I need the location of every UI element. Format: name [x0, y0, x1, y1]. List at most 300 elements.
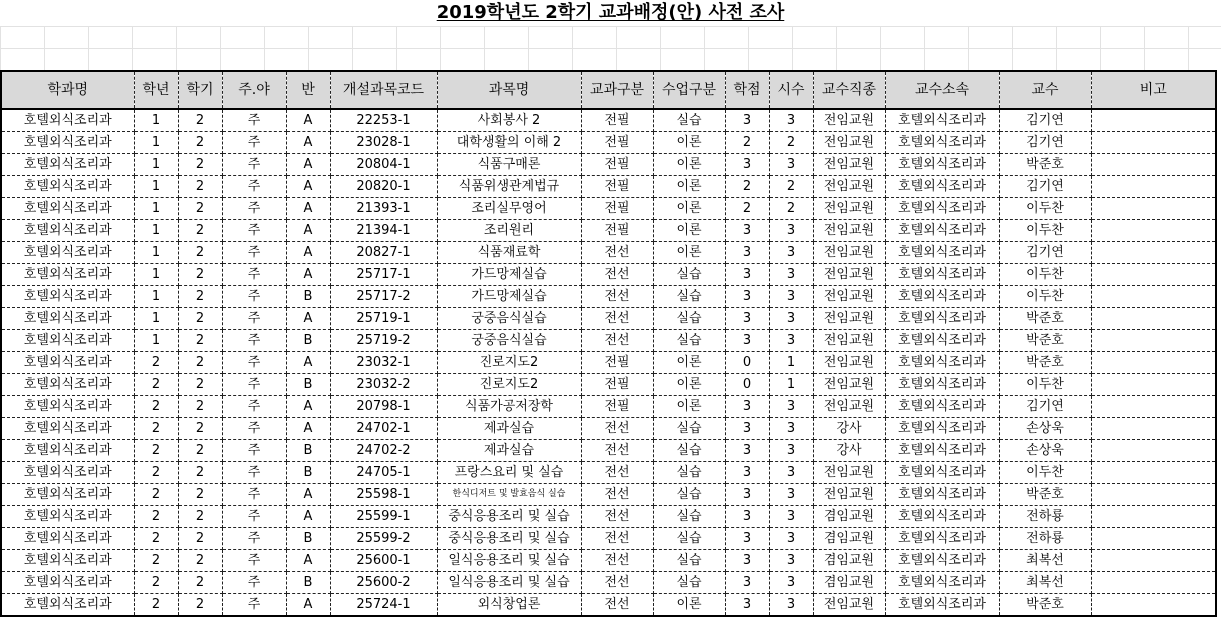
cell-class-type[interactable]: 실습: [653, 572, 725, 594]
cell-class-type[interactable]: 이론: [653, 594, 725, 617]
cell-category[interactable]: 전선: [581, 308, 653, 330]
cell-hours[interactable]: 3: [769, 242, 813, 264]
cell-semester[interactable]: 2: [178, 506, 222, 528]
cell-course-name[interactable]: 제과실습: [437, 440, 581, 462]
cell-class-type[interactable]: 실습: [653, 330, 725, 352]
cell-hours[interactable]: 3: [769, 462, 813, 484]
cell-prof-type[interactable]: 전임교원: [813, 198, 885, 220]
header-class[interactable]: 반: [286, 71, 330, 109]
cell-prof-dept[interactable]: 호텔외식조리과: [885, 220, 999, 242]
cell-hours[interactable]: 1: [769, 374, 813, 396]
cell-course-code[interactable]: 22253-1: [330, 109, 437, 132]
cell-hours[interactable]: 3: [769, 594, 813, 617]
cell-category[interactable]: 전선: [581, 440, 653, 462]
cell-semester[interactable]: 2: [178, 109, 222, 132]
cell-category[interactable]: 전필: [581, 374, 653, 396]
cell-grade[interactable]: 2: [134, 550, 178, 572]
cell-notes[interactable]: [1091, 484, 1216, 506]
cell-class[interactable]: B: [286, 330, 330, 352]
cell-semester[interactable]: 2: [178, 352, 222, 374]
cell-course-code[interactable]: 23032-2: [330, 374, 437, 396]
cell-credits[interactable]: 3: [725, 440, 769, 462]
cell-day-night[interactable]: 주: [222, 440, 286, 462]
cell-semester[interactable]: 2: [178, 176, 222, 198]
cell-professor[interactable]: 김기연: [999, 132, 1091, 154]
cell-course-name[interactable]: 중식응용조리 및 실습: [437, 506, 581, 528]
cell-course-name[interactable]: 식품위생관계법규: [437, 176, 581, 198]
cell-professor[interactable]: 김기연: [999, 242, 1091, 264]
cell-course-code[interactable]: 24702-1: [330, 418, 437, 440]
cell-hours[interactable]: 3: [769, 418, 813, 440]
cell-day-night[interactable]: 주: [222, 330, 286, 352]
header-semester[interactable]: 학기: [178, 71, 222, 109]
cell-course-code[interactable]: 25599-2: [330, 528, 437, 550]
cell-course-code[interactable]: 21394-1: [330, 220, 437, 242]
cell-semester[interactable]: 2: [178, 286, 222, 308]
cell-grade[interactable]: 1: [134, 264, 178, 286]
cell-credits[interactable]: 3: [725, 264, 769, 286]
cell-course-code[interactable]: 25600-1: [330, 550, 437, 572]
cell-course-name[interactable]: 가드망제실습: [437, 286, 581, 308]
cell-prof-type[interactable]: 전임교원: [813, 352, 885, 374]
cell-class[interactable]: A: [286, 484, 330, 506]
cell-prof-type[interactable]: 겸임교원: [813, 528, 885, 550]
cell-notes[interactable]: [1091, 242, 1216, 264]
cell-semester[interactable]: 2: [178, 396, 222, 418]
cell-course-code[interactable]: 25719-1: [330, 308, 437, 330]
cell-credits[interactable]: 3: [725, 506, 769, 528]
cell-semester[interactable]: 2: [178, 198, 222, 220]
cell-course-code[interactable]: 20827-1: [330, 242, 437, 264]
cell-grade[interactable]: 1: [134, 286, 178, 308]
cell-course-name[interactable]: 궁중음식실습: [437, 308, 581, 330]
cell-category[interactable]: 전필: [581, 154, 653, 176]
cell-course-name[interactable]: 사회봉사 2: [437, 109, 581, 132]
cell-day-night[interactable]: 주: [222, 132, 286, 154]
cell-category[interactable]: 전선: [581, 572, 653, 594]
cell-grade[interactable]: 2: [134, 374, 178, 396]
header-professor[interactable]: 교수: [999, 71, 1091, 109]
cell-class-type[interactable]: 이론: [653, 176, 725, 198]
cell-professor[interactable]: 박준호: [999, 594, 1091, 617]
cell-class[interactable]: A: [286, 220, 330, 242]
cell-course-code[interactable]: 21393-1: [330, 198, 437, 220]
cell-prof-dept[interactable]: 호텔외식조리과: [885, 109, 999, 132]
cell-hours[interactable]: 2: [769, 198, 813, 220]
cell-grade[interactable]: 1: [134, 330, 178, 352]
cell-notes[interactable]: [1091, 462, 1216, 484]
cell-credits[interactable]: 3: [725, 484, 769, 506]
cell-notes[interactable]: [1091, 572, 1216, 594]
cell-credits[interactable]: 3: [725, 528, 769, 550]
cell-grade[interactable]: 1: [134, 308, 178, 330]
cell-prof-type[interactable]: 전임교원: [813, 176, 885, 198]
cell-class[interactable]: B: [286, 286, 330, 308]
header-notes[interactable]: 비고: [1091, 71, 1216, 109]
cell-prof-type[interactable]: 전임교원: [813, 330, 885, 352]
cell-prof-dept[interactable]: 호텔외식조리과: [885, 484, 999, 506]
header-dept[interactable]: 학과명: [1, 71, 134, 109]
cell-professor[interactable]: 이두찬: [999, 264, 1091, 286]
cell-class[interactable]: A: [286, 550, 330, 572]
cell-semester[interactable]: 2: [178, 484, 222, 506]
cell-professor[interactable]: 손상욱: [999, 440, 1091, 462]
cell-category[interactable]: 전선: [581, 506, 653, 528]
cell-dept[interactable]: 호텔외식조리과: [1, 132, 134, 154]
cell-credits[interactable]: 3: [725, 308, 769, 330]
cell-notes[interactable]: [1091, 396, 1216, 418]
cell-notes[interactable]: [1091, 109, 1216, 132]
cell-grade[interactable]: 1: [134, 109, 178, 132]
cell-professor[interactable]: 이두찬: [999, 220, 1091, 242]
cell-day-night[interactable]: 주: [222, 109, 286, 132]
cell-credits[interactable]: 3: [725, 220, 769, 242]
cell-credits[interactable]: 3: [725, 242, 769, 264]
cell-prof-type[interactable]: 전임교원: [813, 396, 885, 418]
cell-prof-dept[interactable]: 호텔외식조리과: [885, 506, 999, 528]
cell-semester[interactable]: 2: [178, 308, 222, 330]
cell-prof-dept[interactable]: 호텔외식조리과: [885, 396, 999, 418]
cell-class-type[interactable]: 실습: [653, 308, 725, 330]
cell-class[interactable]: A: [286, 418, 330, 440]
cell-hours[interactable]: 3: [769, 484, 813, 506]
cell-category[interactable]: 전필: [581, 352, 653, 374]
cell-day-night[interactable]: 주: [222, 418, 286, 440]
cell-grade[interactable]: 2: [134, 506, 178, 528]
cell-course-name[interactable]: 대학생활의 이해 2: [437, 132, 581, 154]
cell-grade[interactable]: 2: [134, 528, 178, 550]
cell-category[interactable]: 전필: [581, 198, 653, 220]
cell-class-type[interactable]: 실습: [653, 506, 725, 528]
cell-credits[interactable]: 3: [725, 462, 769, 484]
cell-hours[interactable]: 3: [769, 330, 813, 352]
cell-class[interactable]: A: [286, 154, 330, 176]
cell-course-name[interactable]: 일식응용조리 및 실습: [437, 550, 581, 572]
cell-dept[interactable]: 호텔외식조리과: [1, 264, 134, 286]
cell-course-code[interactable]: 25717-1: [330, 264, 437, 286]
cell-day-night[interactable]: 주: [222, 154, 286, 176]
header-prof-type[interactable]: 교수직종: [813, 71, 885, 109]
cell-credits[interactable]: 2: [725, 132, 769, 154]
cell-course-name[interactable]: 식품구매론: [437, 154, 581, 176]
cell-day-night[interactable]: 주: [222, 374, 286, 396]
cell-prof-type[interactable]: 겸임교원: [813, 572, 885, 594]
cell-day-night[interactable]: 주: [222, 506, 286, 528]
cell-semester[interactable]: 2: [178, 264, 222, 286]
cell-course-name[interactable]: 진로지도2: [437, 352, 581, 374]
cell-prof-dept[interactable]: 호텔외식조리과: [885, 330, 999, 352]
cell-professor[interactable]: 손상욱: [999, 418, 1091, 440]
cell-hours[interactable]: 2: [769, 132, 813, 154]
cell-prof-type[interactable]: 전임교원: [813, 462, 885, 484]
cell-professor[interactable]: 박준호: [999, 352, 1091, 374]
cell-course-code[interactable]: 25724-1: [330, 594, 437, 617]
header-hours[interactable]: 시수: [769, 71, 813, 109]
cell-notes[interactable]: [1091, 308, 1216, 330]
cell-course-code[interactable]: 20804-1: [330, 154, 437, 176]
cell-credits[interactable]: 3: [725, 572, 769, 594]
cell-professor[interactable]: 김기연: [999, 176, 1091, 198]
cell-course-name[interactable]: 궁중음식실습: [437, 330, 581, 352]
cell-prof-dept[interactable]: 호텔외식조리과: [885, 154, 999, 176]
cell-course-code[interactable]: 23028-1: [330, 132, 437, 154]
cell-day-night[interactable]: 주: [222, 220, 286, 242]
cell-category[interactable]: 전선: [581, 594, 653, 617]
cell-semester[interactable]: 2: [178, 242, 222, 264]
cell-category[interactable]: 전선: [581, 528, 653, 550]
cell-professor[interactable]: 이두찬: [999, 374, 1091, 396]
cell-prof-type[interactable]: 겸임교원: [813, 506, 885, 528]
cell-category[interactable]: 전필: [581, 396, 653, 418]
cell-hours[interactable]: 3: [769, 396, 813, 418]
cell-prof-type[interactable]: 전임교원: [813, 154, 885, 176]
cell-notes[interactable]: [1091, 154, 1216, 176]
cell-class[interactable]: B: [286, 528, 330, 550]
cell-dept[interactable]: 호텔외식조리과: [1, 286, 134, 308]
cell-class-type[interactable]: 실습: [653, 462, 725, 484]
cell-notes[interactable]: [1091, 418, 1216, 440]
cell-prof-type[interactable]: 전임교원: [813, 220, 885, 242]
cell-hours[interactable]: 3: [769, 220, 813, 242]
cell-course-code[interactable]: 25719-2: [330, 330, 437, 352]
cell-prof-type[interactable]: 전임교원: [813, 264, 885, 286]
sheet-title[interactable]: 2019학년도 2학기 교과배정(안) 사전 조사: [436, 2, 785, 23]
cell-category[interactable]: 전선: [581, 286, 653, 308]
cell-class[interactable]: A: [286, 132, 330, 154]
cell-course-name[interactable]: 한식디저트 및 발효음식 실습: [437, 484, 581, 506]
cell-day-night[interactable]: 주: [222, 594, 286, 617]
cell-course-name[interactable]: 조리실무영어: [437, 198, 581, 220]
cell-category[interactable]: 전필: [581, 109, 653, 132]
cell-class-type[interactable]: 실습: [653, 440, 725, 462]
cell-class[interactable]: A: [286, 396, 330, 418]
cell-dept[interactable]: 호텔외식조리과: [1, 330, 134, 352]
cell-grade[interactable]: 1: [134, 132, 178, 154]
cell-grade[interactable]: 2: [134, 484, 178, 506]
cell-course-name[interactable]: 조리원리: [437, 220, 581, 242]
cell-class-type[interactable]: 실습: [653, 264, 725, 286]
cell-grade[interactable]: 1: [134, 220, 178, 242]
cell-notes[interactable]: [1091, 330, 1216, 352]
cell-dept[interactable]: 호텔외식조리과: [1, 506, 134, 528]
cell-grade[interactable]: 1: [134, 176, 178, 198]
header-class-type[interactable]: 수업구분: [653, 71, 725, 109]
cell-grade[interactable]: 1: [134, 198, 178, 220]
cell-semester[interactable]: 2: [178, 220, 222, 242]
cell-day-night[interactable]: 주: [222, 176, 286, 198]
cell-semester[interactable]: 2: [178, 594, 222, 617]
cell-class-type[interactable]: 실습: [653, 550, 725, 572]
cell-notes[interactable]: [1091, 264, 1216, 286]
cell-course-name[interactable]: 식품가공저장학: [437, 396, 581, 418]
cell-semester[interactable]: 2: [178, 440, 222, 462]
cell-credits[interactable]: 3: [725, 418, 769, 440]
cell-professor[interactable]: 김기연: [999, 109, 1091, 132]
cell-dept[interactable]: 호텔외식조리과: [1, 484, 134, 506]
cell-course-code[interactable]: 24702-2: [330, 440, 437, 462]
cell-course-name[interactable]: 가드망제실습: [437, 264, 581, 286]
cell-credits[interactable]: 3: [725, 154, 769, 176]
cell-prof-type[interactable]: 전임교원: [813, 109, 885, 132]
cell-prof-dept[interactable]: 호텔외식조리과: [885, 176, 999, 198]
cell-course-name[interactable]: 외식창업론: [437, 594, 581, 617]
cell-dept[interactable]: 호텔외식조리과: [1, 396, 134, 418]
cell-dept[interactable]: 호텔외식조리과: [1, 418, 134, 440]
cell-course-name[interactable]: 식품재료학: [437, 242, 581, 264]
cell-prof-type[interactable]: 전임교원: [813, 132, 885, 154]
cell-semester[interactable]: 2: [178, 528, 222, 550]
cell-class[interactable]: A: [286, 242, 330, 264]
cell-professor[interactable]: 전하룡: [999, 528, 1091, 550]
cell-class-type[interactable]: 이론: [653, 132, 725, 154]
cell-grade[interactable]: 2: [134, 418, 178, 440]
cell-semester[interactable]: 2: [178, 462, 222, 484]
cell-day-night[interactable]: 주: [222, 462, 286, 484]
cell-course-name[interactable]: 중식응용조리 및 실습: [437, 528, 581, 550]
cell-hours[interactable]: 3: [769, 264, 813, 286]
cell-dept[interactable]: 호텔외식조리과: [1, 198, 134, 220]
cell-class-type[interactable]: 이론: [653, 374, 725, 396]
cell-prof-dept[interactable]: 호텔외식조리과: [885, 132, 999, 154]
cell-class[interactable]: B: [286, 462, 330, 484]
cell-prof-dept[interactable]: 호텔외식조리과: [885, 308, 999, 330]
cell-category[interactable]: 전필: [581, 176, 653, 198]
cell-class-type[interactable]: 이론: [653, 242, 725, 264]
cell-dept[interactable]: 호텔외식조리과: [1, 176, 134, 198]
cell-dept[interactable]: 호텔외식조리과: [1, 220, 134, 242]
cell-day-night[interactable]: 주: [222, 550, 286, 572]
cell-class-type[interactable]: 이론: [653, 396, 725, 418]
cell-notes[interactable]: [1091, 220, 1216, 242]
cell-prof-type[interactable]: 전임교원: [813, 484, 885, 506]
cell-class-type[interactable]: 이론: [653, 352, 725, 374]
cell-professor[interactable]: 이두찬: [999, 286, 1091, 308]
cell-course-name[interactable]: 제과실습: [437, 418, 581, 440]
cell-prof-dept[interactable]: 호텔외식조리과: [885, 264, 999, 286]
cell-class[interactable]: A: [286, 506, 330, 528]
cell-professor[interactable]: 박준호: [999, 484, 1091, 506]
cell-professor[interactable]: 박준호: [999, 330, 1091, 352]
cell-course-name[interactable]: 프랑스요리 및 실습: [437, 462, 581, 484]
header-course-name[interactable]: 과목명: [437, 71, 581, 109]
cell-notes[interactable]: [1091, 440, 1216, 462]
cell-prof-type[interactable]: 강사: [813, 440, 885, 462]
cell-dept[interactable]: 호텔외식조리과: [1, 572, 134, 594]
cell-credits[interactable]: 3: [725, 330, 769, 352]
cell-class-type[interactable]: 실습: [653, 109, 725, 132]
cell-class-type[interactable]: 이론: [653, 198, 725, 220]
cell-day-night[interactable]: 주: [222, 242, 286, 264]
cell-course-code[interactable]: 25598-1: [330, 484, 437, 506]
cell-prof-type[interactable]: 전임교원: [813, 242, 885, 264]
cell-prof-dept[interactable]: 호텔외식조리과: [885, 286, 999, 308]
cell-dept[interactable]: 호텔외식조리과: [1, 550, 134, 572]
cell-professor[interactable]: 최복선: [999, 572, 1091, 594]
cell-hours[interactable]: 3: [769, 550, 813, 572]
cell-credits[interactable]: 3: [725, 109, 769, 132]
cell-prof-dept[interactable]: 호텔외식조리과: [885, 440, 999, 462]
cell-prof-dept[interactable]: 호텔외식조리과: [885, 528, 999, 550]
cell-dept[interactable]: 호텔외식조리과: [1, 594, 134, 617]
cell-course-code[interactable]: 25600-2: [330, 572, 437, 594]
cell-dept[interactable]: 호텔외식조리과: [1, 308, 134, 330]
cell-class[interactable]: A: [286, 176, 330, 198]
cell-notes[interactable]: [1091, 594, 1216, 617]
cell-semester[interactable]: 2: [178, 572, 222, 594]
cell-prof-type[interactable]: 강사: [813, 418, 885, 440]
cell-class[interactable]: A: [286, 352, 330, 374]
cell-course-code[interactable]: 20820-1: [330, 176, 437, 198]
cell-hours[interactable]: 3: [769, 109, 813, 132]
cell-hours[interactable]: 3: [769, 308, 813, 330]
cell-credits[interactable]: 0: [725, 374, 769, 396]
cell-class-type[interactable]: 이론: [653, 220, 725, 242]
cell-prof-dept[interactable]: 호텔외식조리과: [885, 550, 999, 572]
cell-grade[interactable]: 2: [134, 440, 178, 462]
cell-semester[interactable]: 2: [178, 550, 222, 572]
cell-grade[interactable]: 2: [134, 462, 178, 484]
cell-class[interactable]: A: [286, 264, 330, 286]
cell-credits[interactable]: 2: [725, 198, 769, 220]
cell-class-type[interactable]: 실습: [653, 286, 725, 308]
cell-grade[interactable]: 2: [134, 352, 178, 374]
header-day-night[interactable]: 주.야: [222, 71, 286, 109]
cell-grade[interactable]: 1: [134, 154, 178, 176]
cell-dept[interactable]: 호텔외식조리과: [1, 352, 134, 374]
cell-dept[interactable]: 호텔외식조리과: [1, 528, 134, 550]
cell-credits[interactable]: 3: [725, 594, 769, 617]
cell-category[interactable]: 전필: [581, 132, 653, 154]
cell-day-night[interactable]: 주: [222, 396, 286, 418]
cell-hours[interactable]: 3: [769, 286, 813, 308]
cell-notes[interactable]: [1091, 506, 1216, 528]
cell-dept[interactable]: 호텔외식조리과: [1, 462, 134, 484]
cell-class[interactable]: A: [286, 308, 330, 330]
cell-prof-type[interactable]: 전임교원: [813, 308, 885, 330]
cell-credits[interactable]: 0: [725, 352, 769, 374]
cell-prof-type[interactable]: 전임교원: [813, 374, 885, 396]
cell-category[interactable]: 전선: [581, 484, 653, 506]
cell-class-type[interactable]: 이론: [653, 154, 725, 176]
cell-semester[interactable]: 2: [178, 374, 222, 396]
cell-notes[interactable]: [1091, 550, 1216, 572]
cell-day-night[interactable]: 주: [222, 528, 286, 550]
cell-professor[interactable]: 김기연: [999, 396, 1091, 418]
cell-notes[interactable]: [1091, 198, 1216, 220]
cell-course-code[interactable]: 25599-1: [330, 506, 437, 528]
cell-prof-type[interactable]: 전임교원: [813, 286, 885, 308]
cell-professor[interactable]: 이두찬: [999, 462, 1091, 484]
cell-prof-type[interactable]: 겸임교원: [813, 550, 885, 572]
cell-credits[interactable]: 3: [725, 396, 769, 418]
cell-prof-dept[interactable]: 호텔외식조리과: [885, 242, 999, 264]
cell-grade[interactable]: 1: [134, 242, 178, 264]
cell-day-night[interactable]: 주: [222, 572, 286, 594]
cell-category[interactable]: 전선: [581, 330, 653, 352]
cell-prof-dept[interactable]: 호텔외식조리과: [885, 198, 999, 220]
cell-prof-dept[interactable]: 호텔외식조리과: [885, 418, 999, 440]
cell-class[interactable]: A: [286, 594, 330, 617]
cell-dept[interactable]: 호텔외식조리과: [1, 440, 134, 462]
cell-category[interactable]: 전선: [581, 264, 653, 286]
cell-course-name[interactable]: 일식응용조리 및 실습: [437, 572, 581, 594]
header-course-code[interactable]: 개설과목코드: [330, 71, 437, 109]
cell-notes[interactable]: [1091, 176, 1216, 198]
cell-dept[interactable]: 호텔외식조리과: [1, 154, 134, 176]
cell-credits[interactable]: 3: [725, 286, 769, 308]
cell-day-night[interactable]: 주: [222, 308, 286, 330]
cell-course-code[interactable]: 23032-1: [330, 352, 437, 374]
